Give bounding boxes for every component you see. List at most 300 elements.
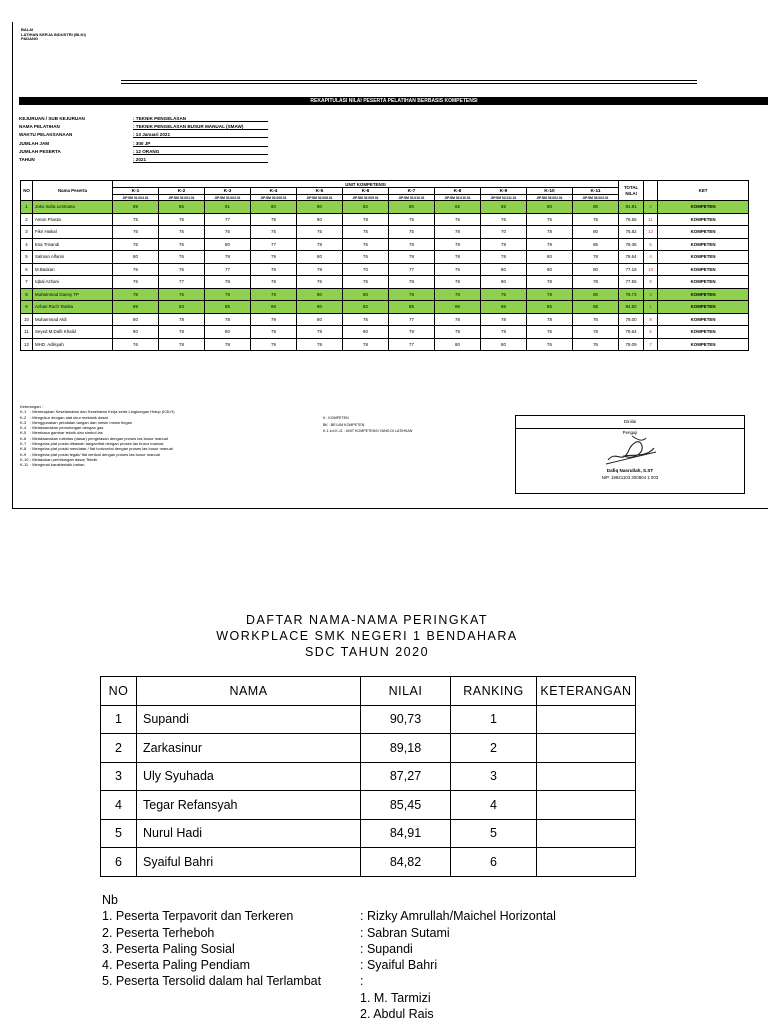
note-item: K-3 : Menggunakan peralatan tangan dan mesin mesin tingan (20, 419, 133, 425)
status: KOMPETEN (658, 326, 749, 339)
score: 90,73 (361, 705, 451, 734)
k-score: 79 (297, 263, 343, 276)
k-score: 78 (435, 288, 481, 301)
row-no: 2 (21, 213, 33, 226)
col-rank (644, 181, 658, 201)
note-item: K-11 : Mengenal karakteristik bahan (20, 462, 85, 468)
k-score: 82 (435, 201, 481, 214)
k-score: 76 (343, 238, 389, 251)
k-score: 76 (113, 238, 159, 251)
nb-item: 3. Peserta Paling Sosial : Supandi (102, 941, 413, 956)
k-score: 78 (251, 213, 297, 226)
k-score: 79 (251, 313, 297, 326)
organization-name: BALAI LATIHAN KERJA INDUSTRI (BLKI) PADANG (21, 27, 86, 42)
nb-item: 5. Peserta Tersolid dalam hal Terlambat : (102, 974, 364, 989)
notes-list (20, 409, 175, 467)
note-item: K-8 : Mengelas plat posisi mendatar / flat horizontal dengan proses las busur manual (20, 446, 173, 452)
ranking-title: DAFTAR NAMA-NAMA PERINGKAT WORKPLACE SMK NEGERI 1 BENDAHARA SDC TAHUN 2020 (216, 613, 518, 659)
k-code: JIP.SM 02.009.01 (343, 195, 389, 201)
total-score: 78.64 (619, 326, 644, 339)
note-item: K-1 : Menerapkan Keselamatan dan Kesehatan Kerja serta Lingkungan Hidup (K3LH) (20, 409, 175, 415)
recap-rows (21, 201, 749, 351)
recap-title: REKAPITULASI NILAI PESERTA PELATIHAN BERBASIS KOMPETENSI (19, 97, 768, 105)
k-score: 80 (113, 326, 159, 339)
status: KOMPETEN (658, 263, 749, 276)
k-score: 80 (297, 213, 343, 226)
k-score: 75 (389, 226, 435, 239)
k-score: 79 (251, 288, 297, 301)
k-score: 85 (159, 201, 205, 214)
list-item: 2. Abdul Rais (360, 1007, 434, 1022)
k-score: 79 (251, 338, 297, 351)
ranking-table (100, 676, 636, 877)
table-row (21, 201, 749, 214)
k-score: 78 (343, 213, 389, 226)
k-label: K-6 (343, 188, 389, 195)
k-label: K-9 (481, 188, 527, 195)
rank-number: 10 (644, 263, 658, 276)
status: KOMPETEN (658, 288, 749, 301)
notes: Keterangan : K-1 : Menerapkan Keselamatan dan Kesehatan Kerja serta Lingkungan Hidup (K3LH) K-2 : Mengukur dengan alat ukur mekanik dasar K-3 : Menggunakan peralatan tangan dan mesin mesin tingan K-4 : Melaksanakan pemotongan dengan gas K-5 : Membaca gambar teknik dan simbol las K-6 : Melaksanakan rutinitas (dasar) pengelasan dengan proses las busur manual K-7 : Mengelas plat posisi dibawah tangan/flat dengan proses las busur manual K-8 : Mengelas plat posisi mendatar / flat horizontal dengan proses las busur manual K-9 : Mengelas plat posisi tegak/ flat vertical dengan proses las busur manual K-10 : Melakukan perhitungan dasar Teknik K-11 : Mengenal karakteristik bahan (20, 404, 175, 468)
table-row (21, 288, 749, 301)
k-label: K-2 (159, 188, 205, 195)
participant-name: Muhammad Aldi (33, 313, 113, 326)
rank-number: 4 (644, 251, 658, 264)
score: 87,27 (361, 762, 451, 791)
table-row (21, 301, 749, 314)
k-score: 78 (527, 226, 573, 239)
participant-name: Supandi (137, 705, 361, 734)
k-score: 77 (389, 313, 435, 326)
signature-box (515, 415, 745, 494)
k-score: 76 (343, 251, 389, 264)
k-score: 76 (573, 313, 619, 326)
k-score: 80 (297, 251, 343, 264)
k-score: 80 (527, 201, 573, 214)
k-score: 76 (113, 338, 159, 351)
k-score: 78 (251, 263, 297, 276)
k-score: 80 (481, 276, 527, 289)
k-score: 76 (343, 276, 389, 289)
k-score: 83 (159, 301, 205, 314)
note-item: K-7 : Mengelas plat posisi dibawah tangan/flat dengan proses las busur manual (20, 441, 164, 447)
row-no: 11 (21, 326, 33, 339)
k-code: JIP.SM 02.010.01 (435, 195, 481, 201)
rank-number: 9 (644, 276, 658, 289)
k-score: 80 (481, 263, 527, 276)
k-score: 77 (159, 276, 205, 289)
k-score: 78 (527, 288, 573, 301)
row-no: 6 (21, 263, 33, 276)
k-score: 80 (205, 326, 251, 339)
k-score: 80 (297, 201, 343, 214)
ranking: 4 (451, 791, 537, 820)
row-no: 4 (21, 238, 33, 251)
table-row (101, 819, 636, 848)
row-no: 1 (101, 705, 137, 734)
k-score: 79 (297, 338, 343, 351)
rank-number: 11 (644, 213, 658, 226)
k-score: 75 (113, 213, 159, 226)
status: KOMPETEN (658, 201, 749, 214)
k-score: 82 (481, 201, 527, 214)
nb-late-list (360, 990, 434, 1023)
row-no: 3 (21, 226, 33, 239)
row-no: 5 (21, 251, 33, 264)
k-score: 77 (389, 338, 435, 351)
nb-item: 4. Peserta Paling Pendiam : Syaiful Bahri (102, 958, 438, 973)
participant-name: Uly Syuhada (137, 762, 361, 791)
status: KOMPETEN (658, 338, 749, 351)
participant-name: Esa Trisandi (33, 238, 113, 251)
ranking: 3 (451, 762, 537, 791)
ranking: 1 (451, 705, 537, 734)
ranking: 5 (451, 819, 537, 848)
table-row (101, 791, 636, 820)
k-code: JIP.SM 03.003.01 (573, 195, 619, 201)
total-score: 78.00 (619, 313, 644, 326)
note-item: K-2 : Mengukur dengan alat ukur mekanik dasar (20, 414, 109, 420)
k-score: 85 (573, 238, 619, 251)
k-score: 80 (297, 288, 343, 301)
total-score: 81.91 (619, 201, 644, 214)
k-score: 76 (481, 213, 527, 226)
table-row (101, 734, 636, 763)
ranking-rows (101, 705, 636, 876)
remarks (537, 791, 636, 820)
col-ket: KET (658, 181, 749, 201)
k-score: 78 (389, 288, 435, 301)
k-label: K-8 (435, 188, 481, 195)
col-total: TOTAL NILAI (619, 181, 644, 201)
status: KOMPETEN (658, 313, 749, 326)
list-item: 1. M. Tarmizi (360, 991, 431, 1005)
participant-name: Syaiful Bahri (137, 848, 361, 877)
k-score: 80 (297, 313, 343, 326)
k-score: 76 (205, 226, 251, 239)
col-ranking: RANKING (451, 677, 537, 706)
k-score: 77 (205, 213, 251, 226)
k-score: 80 (113, 251, 159, 264)
participant-name: Azhari Ruch Tamita (33, 301, 113, 314)
table-row (21, 238, 749, 251)
k-score: 79 (297, 238, 343, 251)
k-label: K-4 (251, 188, 297, 195)
row-no: 12 (21, 338, 33, 351)
score: 85,45 (361, 791, 451, 820)
table-row (101, 705, 636, 734)
k-score: 76 (159, 213, 205, 226)
col-nilai: NILAI (361, 677, 451, 706)
k-score: 76 (159, 288, 205, 301)
row-no: 4 (101, 791, 137, 820)
k-score: 80 (573, 263, 619, 276)
row-no: 2 (101, 734, 137, 763)
participant-name: Muhammad Danny TP (33, 288, 113, 301)
status: KOMPETEN (658, 251, 749, 264)
signer-nip: NIP. 19821103 200804 1 003 (601, 475, 659, 480)
k-score: 78 (159, 313, 205, 326)
k-code: JIP.SM 02.005.01 (251, 195, 297, 201)
k-score: 78 (113, 288, 159, 301)
score: 89,18 (361, 734, 451, 763)
table-row (21, 251, 749, 264)
table-row (101, 762, 636, 791)
k-score: 82 (343, 201, 389, 214)
note-item: K-4 : Melaksanakan pemotongan dengan gas (20, 425, 104, 431)
row-no: 10 (21, 313, 33, 326)
remarks (537, 848, 636, 877)
score: 84,82 (361, 848, 451, 877)
recap-table (20, 180, 749, 351)
k-score: 79 (527, 238, 573, 251)
table-row (21, 338, 749, 351)
k-score: 81 (205, 201, 251, 214)
total-score: 76.55 (619, 213, 644, 226)
recap-document: BALAI LATIHAN KERJA INDUSTRI (BLKI) PADANG REKAPITULASI NILAI PESERTA PELATIHAN BERBASIS KOMPETENSI KEJURUAN / SUB KEJURUAN : TEKNIK PENGELASAN NAMA PELATIHAN : TEKNIK PENGELASAN BUSUR MANUAL (SMAW) WAKTU PELAKSANAAN : 13 Januari 2021 JUMLAH JAM : 300 JP JUMLAH PESERTA : 12 ORANG TAHUN : 2021 NO Nama Peserta UNIT KOMPETENSI TOTAL NILAI KET K-1 K-2 K-3 K-4 K-5 K-6 K-7 K-8 K-9 K-10 K-11 JIP.SM 01.004.01 JIP.SM 02.001.01 JIP.SM 02.003.01 JIP.SM 02.005.01 JIP.SM 02.008.01 JIP.SM 02.009.01 JIP.SM 02.010.01 JIP.SM 02.010.01 JIP.SM 02.011.01 JIP.SM 03.002.01 JIP.SM 03.003.01 1 Joko Indra Lesmana 89 85 81 80 80 82 80 82 82 80 80 81.91 2 KOMPETEN 2 Anton Prastio 75 76 77 78 80 78 75 76 76 75 76 76.55 11 KOMPETEN 3 Fikri Haikal 76 76 76 75 75 75 75 78 70 78 80 75.82 12 KOMPETEN 4 Esa Trisandi 76 76 80 77 79 76 78 79 79 79 85 78.36 6 KOMPETEN 5 Salman Alfarisi 80 76 78 79 80 76 78 78 78 80 78 78.64 4 KOMPETEN 6 M.Baskan 76 76 77 78 79 70 77 76 80 80 80 77.18 10 KOMPETEN 7 Iqbal Azhani 76 77 78 78 76 76 78 78 80 78 78 77.55 9 KOMPETEN 8 Muhammad Danny TP 78 76 79 79 80 80 78 78 76 78 80 78.73 3 KOMPETEN 9 Azhari Ruch Tamita 89 83 85 88 80 82 85 86 86 85 85 84.82 1 KOMPETEN 10 Muhammad Aldi 80 78 78 79 80 76 77 78 78 78 76 78.00 8 KOMPETEN 11 Seyed M.Dafit Khalid 80 78 80 79 79 80 79 79 79 76 78 78.64 5 KOMPETEN 12 MHD. Adlisyah 76 78 78 79 79 78 77 80 80 76 76 78.09 7 KOMPETEN Keterangan : K-1 : Menerapkan Keselamatan dan Kesehatan Kerja serta Lingkungan Hidup (K3LH) K-2 : Mengukur dengan alat ukur mekanik dasar K-3 : Menggunakan peralatan tangan dan mesin mesin tingan K-4 : Melaksanakan pemotongan dengan gas K-5 : Membaca gambar teknik dan simbol las K-6 : Melaksanakan rutinitas (dasar) pengelasan dengan proses las busur manual K-7 : Mengelas plat posisi dibawah tangan/flat dengan proses las busur manual K-8 : Mengelas plat posisi mendatar / flat horizontal dengan proses las busur manual K-9 : Mengelas plat posisi tegak/ flat vertical dengan proses las busur manual K-10 : Melakukan perhitungan dasar Teknik K-11 : Mengenal karakteristik bahan K : KOMPETEN BK : BELUM KOMPETEN K-1 s.d K-11 : UNIT KOMPETENSI YANG DI LATIHKAN Dinilai Penguji Dafiq Nasrullah, S.ST NIP. 19821103 200804 1 003 (12, 22, 768, 509)
k-score: 75 (297, 226, 343, 239)
k-score: 80 (251, 201, 297, 214)
k-score: 76 (297, 276, 343, 289)
k-code: JIP.SM 02.003.01 (205, 195, 251, 201)
k-score: 78 (435, 313, 481, 326)
row-no: 9 (21, 301, 33, 314)
total-score: 77.18 (619, 263, 644, 276)
col-no: NO (101, 677, 137, 706)
row-no: 7 (21, 276, 33, 289)
nb-item: 1. Peserta Terpavorit dan Terkeren : Rizky Amrullah/Maichel Horizontal (102, 909, 556, 924)
k-code: JIP.SM 03.002.01 (527, 195, 573, 201)
k-score: 76 (481, 288, 527, 301)
remarks (537, 762, 636, 791)
participant-name: Nurul Hadi (137, 819, 361, 848)
k-score: 75 (527, 213, 573, 226)
k-score: 80 (527, 251, 573, 264)
k-score: 85 (573, 301, 619, 314)
total-score: 78.73 (619, 288, 644, 301)
total-score: 84.82 (619, 301, 644, 314)
k-score: 78 (481, 313, 527, 326)
k-code: JIP.SM 02.010.01 (389, 195, 435, 201)
table-row (21, 276, 749, 289)
k-code: JIP.SM 01.004.01 (113, 195, 159, 201)
ranking: 2 (451, 734, 537, 763)
k-score: 76 (573, 338, 619, 351)
k-score: 80 (113, 313, 159, 326)
k-score: 79 (389, 326, 435, 339)
k-score: 85 (527, 301, 573, 314)
rank-number: 5 (644, 326, 658, 339)
k-score: 88 (251, 301, 297, 314)
rank-number: 7 (644, 338, 658, 351)
k-score: 79 (205, 288, 251, 301)
k-score: 80 (481, 338, 527, 351)
note-item: K-6 : Melaksanakan rutinitas (dasar) pengelasan dengan proses las busur manual (20, 435, 168, 441)
nb-item: 2. Peserta Terheboh : Sabran Sutami (102, 925, 450, 940)
k-score: 75 (251, 226, 297, 239)
k-score: 86 (435, 301, 481, 314)
k-score: 78 (481, 251, 527, 264)
k-score: 76 (527, 326, 573, 339)
handwritten-signature (602, 434, 660, 468)
row-no: 6 (101, 848, 137, 877)
k-score: 78 (527, 276, 573, 289)
rank-number: 3 (644, 288, 658, 301)
total-score: 75.82 (619, 226, 644, 239)
status: KOMPETEN (658, 238, 749, 251)
participant-name: Joko Indra Lesmana (33, 201, 113, 214)
k-score: 82 (343, 301, 389, 314)
row-no: 5 (101, 819, 137, 848)
participant-name: Salman Alfarisi (33, 251, 113, 264)
ranking: 6 (451, 848, 537, 877)
k-score: 78 (205, 313, 251, 326)
total-score: 78.36 (619, 238, 644, 251)
k-score: 78 (573, 251, 619, 264)
k-score: 75 (343, 226, 389, 239)
k-score: 76 (159, 238, 205, 251)
k-score: 78 (343, 338, 389, 351)
note-item: K-9 : Mengelas plat posisi tegak/ flat vertical dengan proses las busur manual (20, 451, 160, 457)
k-score: 80 (389, 201, 435, 214)
signer-role: Penguji (622, 430, 638, 435)
k-score: 76 (113, 226, 159, 239)
k-label: K-11 (573, 188, 619, 195)
col-no: NO (21, 181, 33, 201)
signer-name: Dafiq Nasrullah, S.ST (606, 468, 654, 473)
k-code: JIP.SM 02.008.01 (297, 195, 343, 201)
rank-number: 8 (644, 313, 658, 326)
k-score: 76 (159, 226, 205, 239)
k-score: 80 (435, 338, 481, 351)
k-score: 80 (343, 326, 389, 339)
k-score: 78 (205, 251, 251, 264)
k-code: JIP.SM 02.001.01 (159, 195, 205, 201)
k-score: 76 (113, 276, 159, 289)
score: 84,91 (361, 819, 451, 848)
k-label: K-7 (389, 188, 435, 195)
total-score: 77.55 (619, 276, 644, 289)
col-nama: Nama Peserta (33, 181, 113, 201)
k-score: 78 (251, 276, 297, 289)
k-score: 76 (527, 338, 573, 351)
k-score: 80 (527, 263, 573, 276)
k-score: 80 (297, 301, 343, 314)
total-score: 78.09 (619, 338, 644, 351)
k-score: 86 (481, 301, 527, 314)
header-rule (121, 80, 697, 81)
col-keterangan: KETERANGAN (537, 677, 636, 706)
row-no: 1 (21, 201, 33, 214)
nb-title: Nb (102, 893, 118, 907)
table-row (21, 326, 749, 339)
k-score: 78 (573, 276, 619, 289)
k-score: 78 (159, 326, 205, 339)
k-label: K-3 (205, 188, 251, 195)
k-score: 78 (527, 313, 573, 326)
table-row (101, 848, 636, 877)
total-score: 78.64 (619, 251, 644, 264)
row-no: 3 (101, 762, 137, 791)
participant-name: Iqbal Azhani (33, 276, 113, 289)
participant-name: Tegar Refansyah (137, 791, 361, 820)
table-row (21, 213, 749, 226)
k-score: 78 (389, 238, 435, 251)
k-score: 79 (435, 326, 481, 339)
k-score: 80 (343, 288, 389, 301)
participant-name: Fikri Haikal (33, 226, 113, 239)
k-label: K-1 (113, 188, 159, 195)
remarks (537, 734, 636, 763)
k-score: 78 (389, 251, 435, 264)
legend: K : KOMPETEN BK : BELUM KOMPETEN K-1 s.d K-11 : UNIT KOMPETENSI YANG DI LATIHKAN (323, 416, 413, 433)
k-score: 78 (435, 251, 481, 264)
k-label: K-10 (527, 188, 573, 195)
participant-name: Seyed M.Dafit Khalid (33, 326, 113, 339)
note-item: K-10 : Melakukan perhitungan dasar Teknik (20, 456, 98, 462)
k-score: 79 (297, 326, 343, 339)
rank-number: 6 (644, 238, 658, 251)
rank-number: 1 (644, 301, 658, 314)
table-row (21, 226, 749, 239)
k-score: 76 (159, 263, 205, 276)
signature-header: Dinilai (516, 416, 744, 429)
k-score: 78 (205, 276, 251, 289)
k-score: 70 (481, 226, 527, 239)
status: KOMPETEN (658, 301, 749, 314)
rank-number: 12 (644, 226, 658, 239)
k-score: 80 (573, 201, 619, 214)
k-score: 85 (389, 301, 435, 314)
k-score: 70 (343, 263, 389, 276)
k-score: 78 (389, 276, 435, 289)
k-score: 78 (435, 276, 481, 289)
participant-name: MHD. Adlisyah (33, 338, 113, 351)
remarks (537, 705, 636, 734)
k-score: 79 (435, 238, 481, 251)
remarks (537, 819, 636, 848)
k-score: 80 (573, 226, 619, 239)
participant-name: Zarkasinur (137, 734, 361, 763)
nb-notes (102, 892, 556, 990)
k-score: 78 (435, 226, 481, 239)
k-score: 76 (435, 213, 481, 226)
k-score: 79 (251, 326, 297, 339)
k-score: 78 (159, 338, 205, 351)
rank-number: 2 (644, 201, 658, 214)
k-score: 76 (343, 313, 389, 326)
k-score: 80 (573, 288, 619, 301)
row-no: 8 (21, 288, 33, 301)
k-score: 76 (435, 263, 481, 276)
k-score: 80 (205, 238, 251, 251)
k-score: 75 (389, 213, 435, 226)
col-unit-kompetensi: UNIT KOMPETENSI (113, 181, 619, 188)
k-label: K-5 (297, 188, 343, 195)
k-code: JIP.SM 02.011.01 (481, 195, 527, 201)
nb-list (102, 908, 556, 989)
status: KOMPETEN (658, 213, 749, 226)
k-score: 85 (205, 301, 251, 314)
k-score: 78 (573, 326, 619, 339)
k-score: 89 (113, 301, 159, 314)
status: KOMPETEN (658, 276, 749, 289)
k-score: 76 (113, 263, 159, 276)
k-score: 79 (481, 326, 527, 339)
participant-name: M.Baskan (33, 263, 113, 276)
k-score: 77 (205, 263, 251, 276)
header-rule (121, 83, 697, 84)
